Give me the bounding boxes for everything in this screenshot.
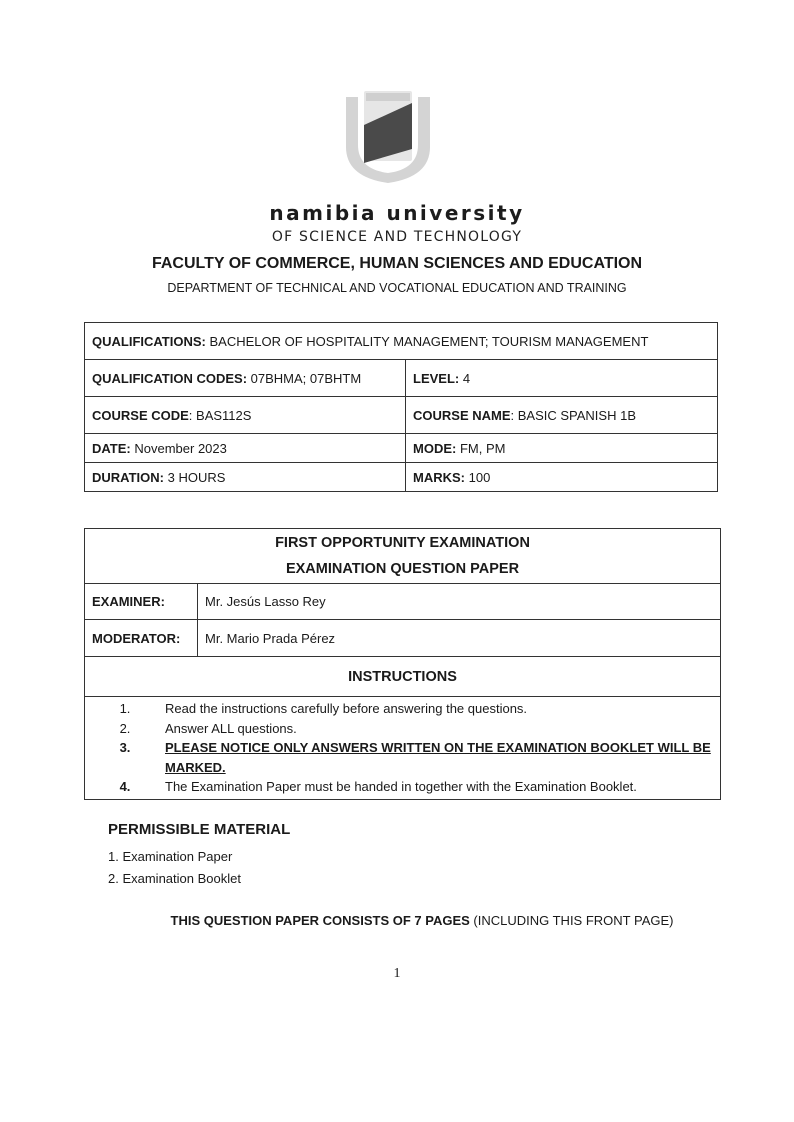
permissible-item: 1. Examination Paper (108, 849, 233, 864)
course-name-label: COURSE NAME (413, 407, 511, 423)
instruction-item (85, 699, 720, 719)
page-count-note (0, 913, 794, 928)
moderator-value: Mr. Mario Prada Pérez (198, 620, 721, 657)
level-label: LEVEL: (413, 370, 460, 386)
course-name-cell (406, 397, 718, 434)
course-code-cell (85, 397, 406, 434)
marks-cell (406, 463, 718, 492)
exam-title-2: EXAMINATION QUESTION PAPER (285, 561, 520, 577)
instruction-item (85, 719, 720, 739)
instruction-item (85, 777, 720, 797)
level-cell (406, 360, 718, 397)
instruction-item (85, 738, 720, 777)
page-count-bold: THIS QUESTION PAPER CONSISTS OF 7 PAGES (170, 913, 470, 928)
course-details-table (84, 322, 718, 492)
instruction-text-notice: PLEASE NOTICE ONLY ANSWERS WRITTEN ON THE EXAMINATION BOOKLET WILL BE MARKED. (165, 740, 711, 775)
instruction-text: Read the instructions carefully before answering the questions. (165, 701, 528, 716)
date-cell (85, 434, 406, 463)
page-number: 1 (393, 966, 401, 981)
marks-label: MARKS: (413, 469, 465, 485)
duration-cell (85, 463, 406, 492)
date-label: DATE: (92, 440, 131, 456)
page-count-rest: (INCLUDING THIS FRONT PAGE) (469, 913, 674, 928)
permissible-item: 2. Examination Booklet (108, 871, 241, 886)
instruction-number: 3. (119, 740, 131, 755)
university-logo (340, 85, 436, 185)
mode-value: FM, PM (456, 440, 506, 456)
permissible-material-list (108, 846, 241, 890)
exam-title-1: FIRST OPPORTUNITY EXAMINATION (275, 535, 530, 551)
examiner-label: EXAMINER: (85, 584, 198, 620)
instruction-text: The Examination Paper must be handed in together with the Examination Booklet. (165, 779, 637, 794)
duration-value: 3 HOURS (163, 469, 226, 485)
course-code-label: COURSE CODE (92, 407, 189, 423)
instruction-number: 1. (119, 701, 131, 716)
exam-info-table (84, 528, 721, 800)
course-code-value: : BAS112S (188, 407, 252, 423)
university-subtitle: OF SCIENCE AND TECHNOLOGY (271, 229, 523, 245)
duration-label: DURATION: (92, 469, 164, 485)
department-title: DEPARTMENT OF TECHNICAL AND VOCATIONAL EDUCATION AND TRAINING (167, 281, 627, 295)
instruction-number: 2. (119, 720, 131, 736)
permissible-material-heading: PERMISSIBLE MATERIAL (108, 821, 291, 838)
instructions-list (85, 697, 721, 800)
instruction-number: 4. (119, 779, 131, 794)
moderator-label: MODERATOR: (85, 620, 198, 657)
qualifications-value: BACHELOR OF HOSPITALITY MANAGEMENT; TOURISM MANAGEMENT (205, 333, 649, 349)
examiner-value: Mr. Jesús Lasso Rey (198, 584, 721, 620)
exam-title-cell (85, 529, 721, 584)
instruction-text: Answer ALL questions. (165, 720, 297, 736)
qualification-codes-value: 07BHMA; 07BHTM (247, 370, 362, 386)
qualification-codes-cell (85, 360, 406, 397)
marks-value: 100 (465, 469, 491, 485)
date-value: November 2023 (130, 440, 227, 456)
university-name: namibia university (269, 201, 525, 225)
faculty-title: FACULTY OF COMMERCE, HUMAN SCIENCES AND EDUCATION (151, 255, 643, 272)
instructions-heading: INSTRUCTIONS (85, 657, 721, 697)
qualifications-cell (85, 323, 718, 360)
level-value: 4 (459, 370, 471, 386)
qualification-codes-label: QUALIFICATION CODES: (92, 370, 248, 386)
mode-label: MODE: (413, 440, 457, 456)
qualifications-label: QUALIFICATIONS: (92, 333, 206, 349)
course-name-value: : BASIC SPANISH 1B (510, 407, 636, 423)
mode-cell (406, 434, 718, 463)
